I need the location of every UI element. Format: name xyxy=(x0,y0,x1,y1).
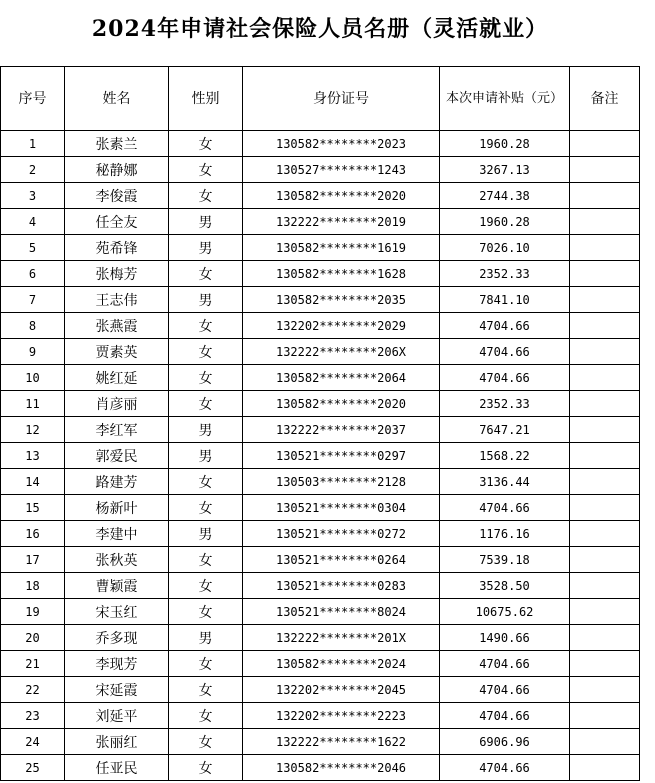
cell-id-number[interactable]: 132222********206X xyxy=(243,339,440,365)
cell-gender[interactable]: 女 xyxy=(169,495,243,521)
table-row xyxy=(1,183,640,209)
cell-index[interactable]: 7 xyxy=(1,287,65,313)
cell-name[interactable]: 李建中 xyxy=(65,521,169,547)
cell-gender[interactable]: 女 xyxy=(169,469,243,495)
table-row xyxy=(1,313,640,339)
cell-remarks[interactable] xyxy=(570,339,640,365)
cell-index[interactable]: 9 xyxy=(1,339,65,365)
cell-name[interactable]: 贾素英 xyxy=(65,339,169,365)
page-title: 2024年申请社会保险人员名册（灵活就业） xyxy=(91,16,549,42)
cell-subsidy[interactable]: 4704.66 xyxy=(440,365,570,391)
roster-table xyxy=(0,66,640,781)
table-row xyxy=(1,495,640,521)
cell-index[interactable]: 21 xyxy=(1,651,65,677)
cell-gender[interactable]: 女 xyxy=(169,573,243,599)
cell-subsidy[interactable]: 7026.10 xyxy=(440,235,570,261)
cell-gender[interactable]: 女 xyxy=(169,261,243,287)
cell-remarks[interactable] xyxy=(570,755,640,781)
cell-id-number[interactable]: 130521********0272 xyxy=(243,521,440,547)
cell-name[interactable]: 刘延平 xyxy=(65,703,169,729)
cell-gender[interactable]: 男 xyxy=(169,443,243,469)
cell-id-number[interactable]: 130582********2064 xyxy=(243,365,440,391)
table-row xyxy=(1,677,640,703)
cell-id-number[interactable]: 132222********2019 xyxy=(243,209,440,235)
table-row xyxy=(1,729,640,755)
table-row xyxy=(1,235,640,261)
table-row xyxy=(1,521,640,547)
cell-remarks[interactable] xyxy=(570,183,640,209)
cell-remarks[interactable] xyxy=(570,287,640,313)
header-remarks[interactable]: 备注 xyxy=(570,67,640,131)
cell-index[interactable]: 23 xyxy=(1,703,65,729)
cell-id-number[interactable]: 132222********201X xyxy=(243,625,440,651)
cell-remarks[interactable] xyxy=(570,157,640,183)
header-name[interactable]: 姓名 xyxy=(65,67,169,131)
table-row xyxy=(1,651,640,677)
cell-name[interactable]: 王志伟 xyxy=(65,287,169,313)
cell-gender[interactable]: 女 xyxy=(169,547,243,573)
cell-remarks[interactable] xyxy=(570,729,640,755)
cell-gender[interactable]: 女 xyxy=(169,313,243,339)
cell-name[interactable]: 张梅芳 xyxy=(65,261,169,287)
cell-id-number[interactable]: 130582********2020 xyxy=(243,183,440,209)
cell-gender[interactable]: 男 xyxy=(169,287,243,313)
cell-subsidy[interactable]: 3136.44 xyxy=(440,469,570,495)
cell-name[interactable]: 郭爱民 xyxy=(65,443,169,469)
table-row xyxy=(1,599,640,625)
cell-subsidy[interactable]: 4704.66 xyxy=(440,495,570,521)
cell-name[interactable]: 任全友 xyxy=(65,209,169,235)
cell-remarks[interactable] xyxy=(570,261,640,287)
cell-subsidy[interactable]: 4704.66 xyxy=(440,755,570,781)
cell-gender[interactable]: 男 xyxy=(169,235,243,261)
table-row xyxy=(1,157,640,183)
cell-id-number[interactable]: 130582********2023 xyxy=(243,131,440,157)
table-row xyxy=(1,703,640,729)
cell-name[interactable]: 苑希锋 xyxy=(65,235,169,261)
table-row xyxy=(1,625,640,651)
table-row xyxy=(1,755,640,781)
cell-subsidy[interactable]: 2744.38 xyxy=(440,183,570,209)
cell-gender[interactable]: 男 xyxy=(169,209,243,235)
cell-subsidy[interactable]: 1960.28 xyxy=(440,131,570,157)
cell-id-number[interactable]: 130521********0304 xyxy=(243,495,440,521)
cell-id-number[interactable]: 130521********8024 xyxy=(243,599,440,625)
cell-index[interactable]: 19 xyxy=(1,599,65,625)
cell-id-number[interactable]: 130527********1243 xyxy=(243,157,440,183)
cell-gender[interactable]: 女 xyxy=(169,365,243,391)
cell-name[interactable]: 杨新叶 xyxy=(65,495,169,521)
cell-subsidy[interactable]: 1490.66 xyxy=(440,625,570,651)
cell-index[interactable]: 5 xyxy=(1,235,65,261)
cell-gender[interactable]: 女 xyxy=(169,729,243,755)
cell-index[interactable]: 8 xyxy=(1,313,65,339)
cell-remarks[interactable] xyxy=(570,417,640,443)
cell-gender[interactable]: 女 xyxy=(169,651,243,677)
cell-name[interactable]: 秘静娜 xyxy=(65,157,169,183)
cell-remarks[interactable] xyxy=(570,547,640,573)
table-row xyxy=(1,417,640,443)
cell-remarks[interactable] xyxy=(570,703,640,729)
cell-index[interactable]: 3 xyxy=(1,183,65,209)
cell-index[interactable]: 12 xyxy=(1,417,65,443)
header-id-number[interactable]: 身份证号 xyxy=(243,67,440,131)
table-row xyxy=(1,443,640,469)
cell-gender[interactable]: 男 xyxy=(169,417,243,443)
cell-id-number[interactable]: 130521********0283 xyxy=(243,573,440,599)
cell-index[interactable]: 24 xyxy=(1,729,65,755)
table-row xyxy=(1,209,640,235)
cell-name[interactable]: 张燕霞 xyxy=(65,313,169,339)
cell-remarks[interactable] xyxy=(570,391,640,417)
cell-gender[interactable]: 女 xyxy=(169,599,243,625)
cell-name[interactable]: 宋延霞 xyxy=(65,677,169,703)
cell-id-number[interactable]: 130521********0297 xyxy=(243,443,440,469)
cell-remarks[interactable] xyxy=(570,651,640,677)
cell-index[interactable]: 10 xyxy=(1,365,65,391)
cell-name[interactable]: 宋玉红 xyxy=(65,599,169,625)
cell-id-number[interactable]: 130582********2046 xyxy=(243,755,440,781)
cell-index[interactable]: 6 xyxy=(1,261,65,287)
cell-remarks[interactable] xyxy=(570,469,640,495)
cell-index[interactable]: 25 xyxy=(1,755,65,781)
cell-gender[interactable]: 女 xyxy=(169,157,243,183)
cell-remarks[interactable] xyxy=(570,365,640,391)
cell-subsidy[interactable]: 1568.22 xyxy=(440,443,570,469)
cell-subsidy[interactable]: 4704.66 xyxy=(440,703,570,729)
cell-subsidy[interactable]: 4704.66 xyxy=(440,651,570,677)
roster-body xyxy=(1,131,640,781)
cell-index[interactable]: 15 xyxy=(1,495,65,521)
cell-id-number[interactable]: 130582********2035 xyxy=(243,287,440,313)
table-row xyxy=(1,365,640,391)
cell-id-number[interactable]: 130503********2128 xyxy=(243,469,440,495)
cell-index[interactable]: 22 xyxy=(1,677,65,703)
cell-gender[interactable]: 男 xyxy=(169,521,243,547)
cell-subsidy[interactable]: 4704.66 xyxy=(440,313,570,339)
cell-name[interactable]: 姚红延 xyxy=(65,365,169,391)
cell-gender[interactable]: 女 xyxy=(169,677,243,703)
cell-name[interactable]: 李红军 xyxy=(65,417,169,443)
cell-remarks[interactable] xyxy=(570,209,640,235)
cell-index[interactable]: 2 xyxy=(1,157,65,183)
cell-name[interactable]: 张素兰 xyxy=(65,131,169,157)
cell-subsidy[interactable]: 1176.16 xyxy=(440,521,570,547)
cell-remarks[interactable] xyxy=(570,625,640,651)
cell-remarks[interactable] xyxy=(570,677,640,703)
header-gender[interactable]: 性别 xyxy=(169,67,243,131)
cell-subsidy[interactable]: 1960.28 xyxy=(440,209,570,235)
cell-gender[interactable]: 女 xyxy=(169,131,243,157)
cell-index[interactable]: 17 xyxy=(1,547,65,573)
cell-id-number[interactable]: 130582********2024 xyxy=(243,651,440,677)
cell-remarks[interactable] xyxy=(570,313,640,339)
cell-subsidy[interactable]: 7539.18 xyxy=(440,547,570,573)
cell-subsidy[interactable]: 3528.50 xyxy=(440,573,570,599)
cell-name[interactable]: 李现芳 xyxy=(65,651,169,677)
cell-subsidy[interactable]: 3267.13 xyxy=(440,157,570,183)
cell-id-number[interactable]: 130521********0264 xyxy=(243,547,440,573)
cell-name[interactable]: 曹颖霞 xyxy=(65,573,169,599)
cell-index[interactable]: 16 xyxy=(1,521,65,547)
cell-remarks[interactable] xyxy=(570,573,640,599)
header-subsidy[interactable]: 本次申请补贴（元） xyxy=(440,67,570,131)
cell-id-number[interactable]: 130582********2020 xyxy=(243,391,440,417)
cell-gender[interactable]: 女 xyxy=(169,391,243,417)
cell-remarks[interactable] xyxy=(570,443,640,469)
cell-remarks[interactable] xyxy=(570,131,640,157)
cell-remarks[interactable] xyxy=(570,235,640,261)
cell-name[interactable]: 李俊霞 xyxy=(65,183,169,209)
cell-gender[interactable]: 女 xyxy=(169,183,243,209)
cell-index[interactable]: 13 xyxy=(1,443,65,469)
table-row xyxy=(1,287,640,313)
table-row xyxy=(1,573,640,599)
cell-subsidy[interactable]: 6906.96 xyxy=(440,729,570,755)
table-row xyxy=(1,469,640,495)
cell-subsidy[interactable]: 2352.33 xyxy=(440,391,570,417)
cell-name[interactable]: 任亚民 xyxy=(65,755,169,781)
cell-remarks[interactable] xyxy=(570,599,640,625)
cell-subsidy[interactable]: 7647.21 xyxy=(440,417,570,443)
cell-name[interactable]: 乔多现 xyxy=(65,625,169,651)
table-row xyxy=(1,261,640,287)
cell-index[interactable]: 4 xyxy=(1,209,65,235)
cell-name[interactable]: 张秋英 xyxy=(65,547,169,573)
cell-subsidy[interactable]: 4704.66 xyxy=(440,339,570,365)
cell-name[interactable]: 张丽红 xyxy=(65,729,169,755)
cell-id-number[interactable]: 132202********2029 xyxy=(243,313,440,339)
cell-gender[interactable]: 男 xyxy=(169,625,243,651)
cell-id-number[interactable]: 132202********2045 xyxy=(243,677,440,703)
cell-id-number[interactable]: 132222********1622 xyxy=(243,729,440,755)
header-index[interactable]: 序号 xyxy=(1,67,65,131)
cell-name[interactable]: 路建芳 xyxy=(65,469,169,495)
table-row xyxy=(1,339,640,365)
cell-id-number[interactable]: 132202********2223 xyxy=(243,703,440,729)
cell-id-number[interactable]: 130582********1628 xyxy=(243,261,440,287)
cell-remarks[interactable] xyxy=(570,495,640,521)
cell-index[interactable]: 1 xyxy=(1,131,65,157)
cell-index[interactable]: 11 xyxy=(1,391,65,417)
cell-index[interactable]: 20 xyxy=(1,625,65,651)
cell-name[interactable]: 肖彦丽 xyxy=(65,391,169,417)
cell-gender[interactable]: 女 xyxy=(169,339,243,365)
cell-remarks[interactable] xyxy=(570,521,640,547)
header-row xyxy=(1,67,640,131)
cell-id-number[interactable]: 130582********1619 xyxy=(243,235,440,261)
cell-index[interactable]: 18 xyxy=(1,573,65,599)
table-row xyxy=(1,391,640,417)
cell-id-number[interactable]: 132222********2037 xyxy=(243,417,440,443)
cell-subsidy[interactable]: 10675.62 xyxy=(440,599,570,625)
cell-gender[interactable]: 女 xyxy=(169,755,243,781)
cell-subsidy[interactable]: 7841.10 xyxy=(440,287,570,313)
cell-subsidy[interactable]: 2352.33 xyxy=(440,261,570,287)
cell-index[interactable]: 14 xyxy=(1,469,65,495)
table-row xyxy=(1,131,640,157)
cell-subsidy[interactable]: 4704.66 xyxy=(440,677,570,703)
cell-gender[interactable]: 女 xyxy=(169,703,243,729)
table-row xyxy=(1,547,640,573)
